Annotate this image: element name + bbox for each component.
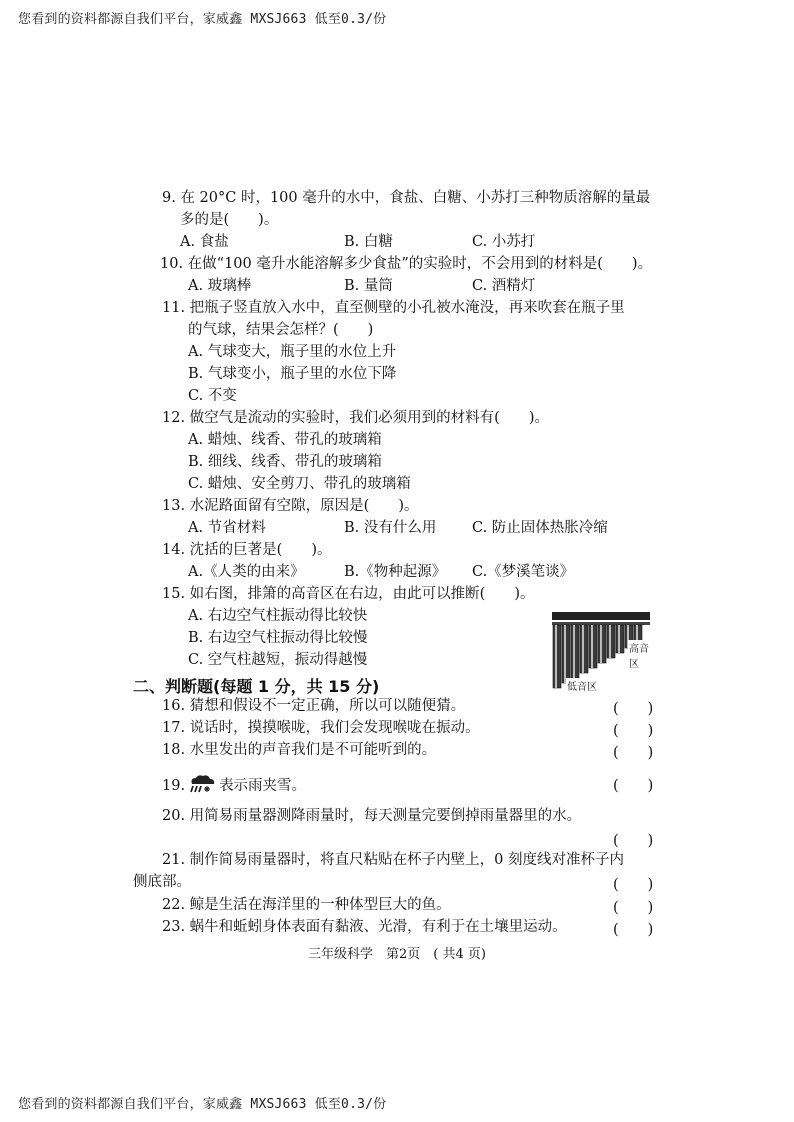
q19-statement <box>162 774 306 795</box>
q11-option-c: C. 不变 <box>188 388 237 404</box>
top-banner: 您看到的资料都源自我们平台，家威鑫 MXSJ663 低至0.3/份 <box>18 12 387 27</box>
page-footer: 三年级科学 第2页 ( 共4 页) <box>308 947 486 962</box>
q19-text: 表示雨夹雪。 <box>219 778 307 794</box>
q18-statement: 18. 水里发出的声音我们是不可能听到的。 <box>162 742 437 758</box>
q12-option-b: B. 细线、线香、带孔的玻璃箱 <box>188 454 382 470</box>
q23-statement: 23. 蜗牛和蚯蚓身体表面有黏液、光滑，有利于在土壤里运动。 <box>162 919 567 935</box>
q11-option-b: B. 气球变小，瓶子里的水位下降 <box>188 366 397 382</box>
q14-option-b: B.《物种起源》 <box>344 564 447 580</box>
q17-statement: 17. 说话时，摸摸喉咙，我们会发现喉咙在振动。 <box>162 720 480 736</box>
q10-stem: 10. 在做“100 毫升水能溶解多少食盐”的实验时，不会用到的材料是( )。 <box>160 256 653 272</box>
q13-option-b: B. 没有什么用 <box>344 520 437 536</box>
q10-option-a: A. 玻璃棒 <box>188 278 252 294</box>
q14-option-a: A.《人类的由来》 <box>188 564 305 580</box>
q12-stem: 12. 做空气是流动的实验时，我们必须用到的材料有( )。 <box>162 410 549 426</box>
bottom-banner: 您看到的资料都源自我们平台，家威鑫 MXSJ663 低至0.3/份 <box>18 1097 387 1112</box>
q9-stem-line2: 多的是( )。 <box>180 212 279 228</box>
q21-statement-line2: 侧底部。 <box>133 874 191 890</box>
section-title-judgement: 二、判断题(每题 1 分，共 15 分) <box>133 677 380 696</box>
q20-statement: 20. 用简易雨量器测降雨量时，每天测量完要倒掉雨量器里的水。 <box>162 808 582 824</box>
q15-stem: 15. 如右图，排箫的高音区在右边，由此可以推断( )。 <box>162 586 535 602</box>
q19-answer-blank: ( ) <box>613 778 654 794</box>
q9-option-b: B. 白糖 <box>344 234 393 250</box>
q12-option-c: C. 蜡烛、安全剪刀、带孔的玻璃箱 <box>188 476 411 492</box>
rain-snow-icon <box>187 774 217 794</box>
q13-stem: 13. 水泥路面留有空隙，原因是( )。 <box>162 498 419 514</box>
q9-stem-line1: 9. 在 20°C 时，100 毫升的水中，食盐、白糖、小苏打三种物质溶解的量最 <box>162 190 651 206</box>
q18-answer-blank: ( ) <box>613 745 654 761</box>
q11-stem-line1: 11. 把瓶子竖直放入水中，直至侧壁的小孔被水淹没，再来吹套在瓶子里 <box>162 300 625 316</box>
panpipe-figure <box>548 608 658 693</box>
q10-option-c: C. 酒精灯 <box>472 278 536 294</box>
high-pitch-label: 高音区 <box>628 640 658 670</box>
q21-answer-blank: ( ) <box>613 877 654 893</box>
q15-option-c: C. 空气柱越短，振动得越慢 <box>188 652 368 668</box>
q12-option-a: A. 蜡烛、线香、带孔的玻璃箱 <box>188 432 382 448</box>
q22-statement: 22. 鲸是生活在海洋里的一种体型巨大的鱼。 <box>162 897 451 913</box>
q17-answer-blank: ( ) <box>613 723 654 739</box>
q23-answer-blank: ( ) <box>613 922 654 938</box>
q9-option-a: A. 食盐 <box>180 234 229 250</box>
q11-stem-line2: 的气球，结果会怎样？( ) <box>188 322 374 338</box>
q19-number: 19. <box>162 778 186 794</box>
q14-stem: 14. 沈括的巨著是( )。 <box>162 542 332 558</box>
q16-answer-blank: ( ) <box>613 701 654 717</box>
low-pitch-label: 低音区 <box>566 678 598 693</box>
q15-option-b: B. 右边空气柱振动得比较慢 <box>188 630 368 646</box>
q9-option-c: C. 小苏打 <box>472 234 536 250</box>
q16-statement: 16. 猜想和假设不一定正确，所以可以随便猜。 <box>162 698 466 714</box>
q20-answer-blank: ( ) <box>613 833 654 849</box>
q22-answer-blank: ( ) <box>613 900 654 916</box>
q21-statement-line1: 21. 制作简易雨量器时，将直尺粘贴在杯子内壁上，0 刻度线对准杯子内 <box>162 852 625 868</box>
q11-option-a: A. 气球变大，瓶子里的水位上升 <box>188 344 397 360</box>
q15-option-a: A. 右边空气柱振动得比较快 <box>188 608 368 624</box>
q14-option-c: C.《梦溪笔谈》 <box>472 564 575 580</box>
q10-option-b: B. 量筒 <box>344 278 393 294</box>
q13-option-a: A. 节省材料 <box>188 520 266 536</box>
q13-option-c: C. 防止固体热胀冷缩 <box>472 520 608 536</box>
